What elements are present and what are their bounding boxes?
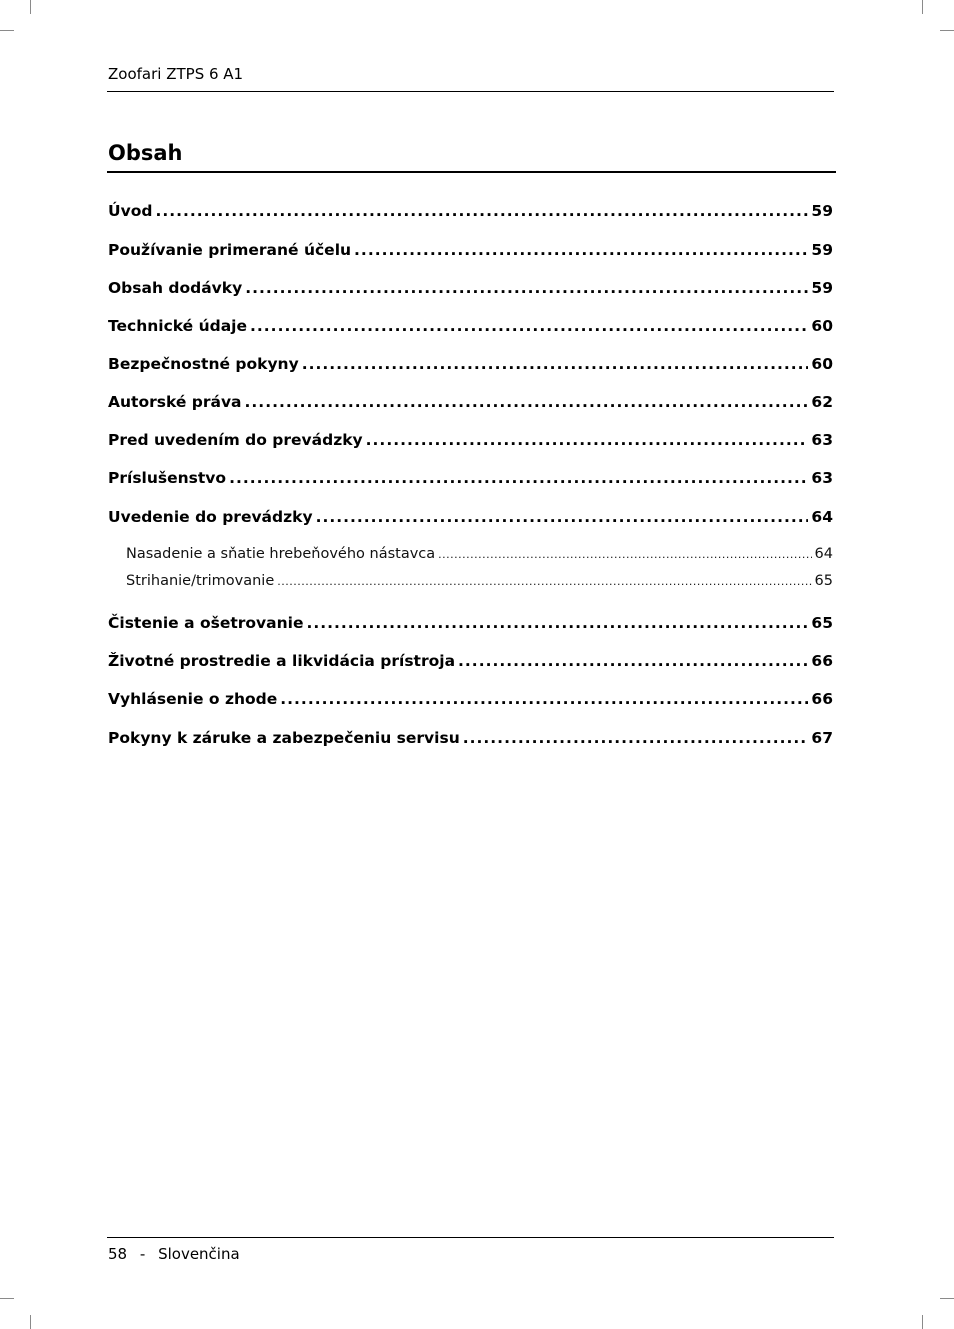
toc-entry-label: Vyhlásenie o zhode [108, 690, 278, 708]
crop-mark [0, 30, 14, 31]
toc-entry-page: 63 [811, 431, 833, 449]
toc-entry-page: 59 [811, 202, 833, 220]
toc-entry-page: 63 [811, 469, 833, 487]
toc-entry-label: Čistenie a ošetrovanie [108, 614, 304, 632]
toc-leader-dots [155, 200, 808, 222]
toc-entry[interactable] [108, 688, 833, 710]
toc-entry-page: 64 [814, 546, 833, 562]
toc-entry[interactable] [108, 467, 833, 489]
toc-entry-label: Pred uvedením do prevádzky [108, 431, 363, 449]
toc-entry[interactable] [108, 612, 833, 634]
footer-divider [107, 1237, 834, 1238]
toc-entry[interactable] [108, 239, 833, 261]
toc-leader-dots [245, 391, 809, 413]
toc-leader-dots [280, 688, 808, 710]
crop-mark [940, 30, 954, 31]
toc-leader-dots [250, 315, 808, 337]
toc-entry-label: Nasadenie a sňatie hrebeňového nástavca [126, 546, 436, 562]
toc-entry-page: 66 [811, 690, 833, 708]
page-footer [108, 1244, 240, 1264]
heading-divider [107, 171, 836, 173]
toc-entry-label: Úvod [108, 202, 153, 220]
toc-entry-label: Príslušenstvo [108, 469, 227, 487]
toc-entry-label: Životné prostredie a likvidácia prístroja [108, 652, 456, 670]
crop-mark [922, 0, 923, 14]
toc-entry-page: 62 [811, 393, 833, 411]
toc-leader-dots [245, 277, 808, 299]
toc-entry-page: 65 [814, 573, 833, 589]
toc-entry[interactable] [108, 429, 833, 451]
toc-leader-dots [438, 544, 811, 564]
crop-mark [0, 1298, 14, 1299]
toc-subentry[interactable] [126, 571, 833, 591]
toc-leader-dots [354, 239, 808, 261]
toc-entry-label: Autorské práva [108, 393, 242, 411]
toc-entry[interactable] [108, 391, 833, 413]
toc-entry-page: 59 [811, 241, 833, 259]
toc-entry-label: Pokyny k záruke a zabezpečeniu servisu [108, 729, 460, 747]
toc-entry[interactable] [108, 650, 833, 672]
toc-leader-dots [306, 612, 808, 634]
header-divider [107, 91, 834, 92]
toc-entry-label: Používanie primerané účelu [108, 241, 352, 259]
running-header: Zoofari ZTPS 6 A1 [108, 65, 244, 83]
toc-leader-dots [302, 353, 809, 375]
toc-entry-label: Bezpečnostné pokyny [108, 355, 299, 373]
toc-entry-page: 64 [811, 508, 833, 526]
toc-entry-page: 65 [811, 614, 833, 632]
toc-entry[interactable] [108, 506, 833, 528]
crop-mark [922, 1315, 923, 1329]
toc-entry[interactable] [108, 200, 833, 222]
toc-entry[interactable] [108, 727, 833, 749]
toc-entry-label: Uvedenie do prevádzky [108, 508, 313, 526]
toc-leader-dots [463, 727, 809, 749]
toc-entry-label: Strihanie/trimovanie [126, 573, 275, 589]
toc-entry-page: 67 [811, 729, 833, 747]
toc-leader-dots [316, 506, 809, 528]
toc-entry-page: 60 [811, 317, 833, 335]
page-title: Obsah [108, 141, 183, 165]
toc-entry-page: 66 [811, 652, 833, 670]
footer-page-number: 58 [108, 1245, 128, 1263]
toc-entry[interactable] [108, 353, 833, 375]
crop-mark [30, 1315, 31, 1329]
toc-entry-label: Obsah dodávky [108, 279, 243, 297]
crop-mark [30, 0, 31, 14]
toc-entry-label: Technické údaje [108, 317, 248, 335]
footer-separator: - [139, 1245, 146, 1263]
crop-mark [940, 1298, 954, 1299]
toc-entry[interactable] [108, 315, 833, 337]
toc-leader-dots [277, 571, 811, 591]
toc-subentry[interactable] [126, 544, 833, 564]
footer-language: Slovenčina [158, 1245, 240, 1263]
toc-leader-dots [458, 650, 808, 672]
toc-leader-dots [366, 429, 809, 451]
toc-entry-page: 59 [811, 279, 833, 297]
toc-entry-page: 60 [811, 355, 833, 373]
toc-entry[interactable] [108, 277, 833, 299]
toc-leader-dots [229, 467, 808, 489]
